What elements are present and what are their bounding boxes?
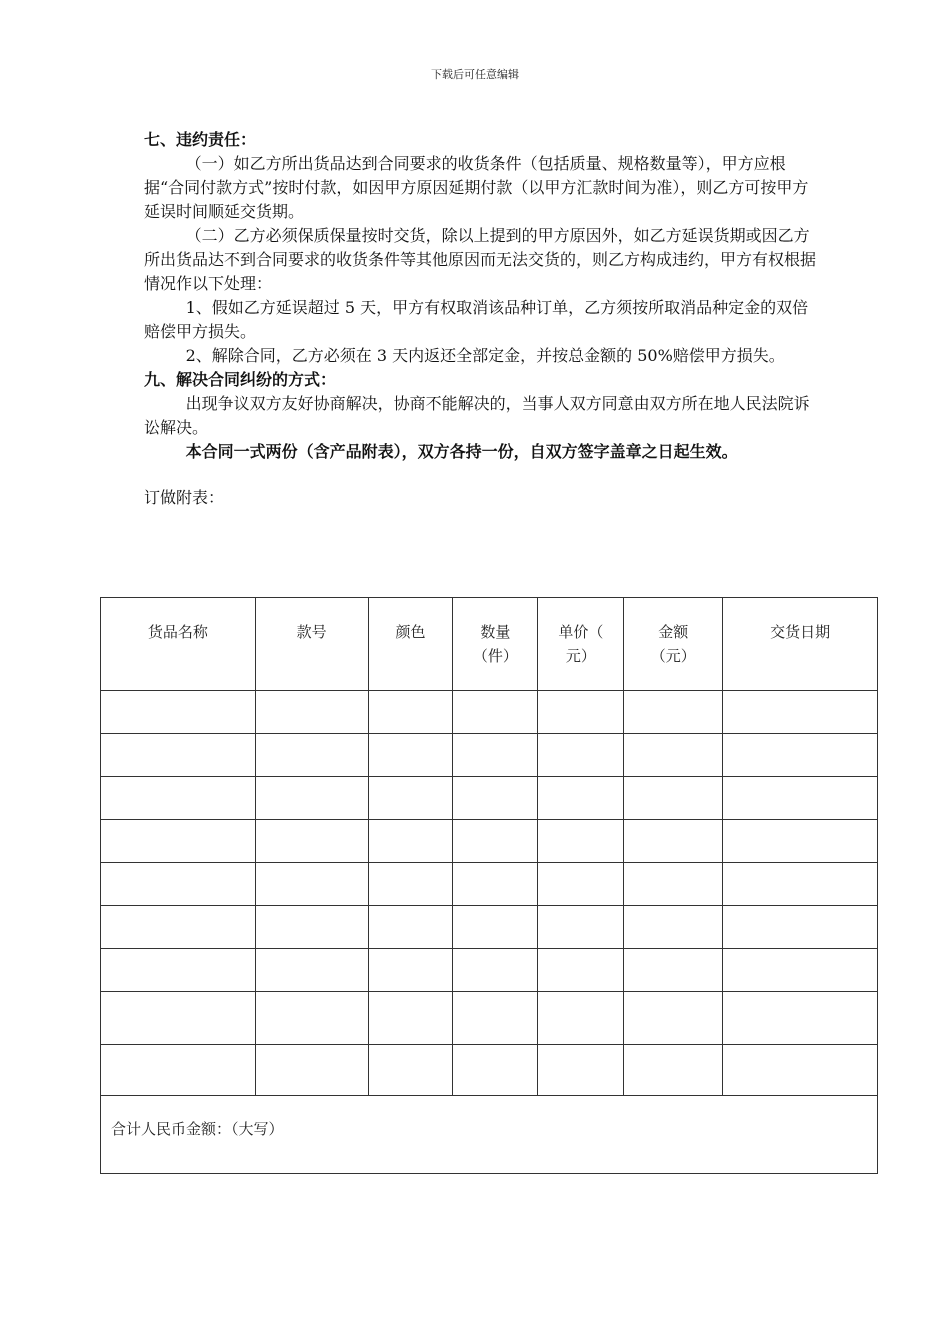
page-header-note: 下载后可任意编辑 [431, 68, 519, 81]
table-cell[interactable] [723, 734, 878, 777]
section-9-paragraph: 出现争议双方友好协商解决，协商不能解决的，当事人双方同意由双方所在地人民法院诉讼解决。 [144, 394, 810, 437]
table-row [101, 1045, 878, 1096]
table-cell[interactable] [723, 777, 878, 820]
table-row [101, 949, 878, 992]
table-cell[interactable] [368, 734, 453, 777]
table-cell[interactable] [101, 820, 256, 863]
table-row [101, 820, 878, 863]
table-cell[interactable] [368, 820, 453, 863]
table-cell[interactable] [368, 949, 453, 992]
table-cell[interactable] [624, 734, 723, 777]
table-row [101, 734, 878, 777]
section-9-title: 九、解决合同纠纷的方式： [144, 370, 337, 389]
table-row [101, 863, 878, 906]
table-cell[interactable] [538, 949, 624, 992]
table-cell[interactable] [255, 863, 368, 906]
table-row [101, 691, 878, 734]
table-cell[interactable] [624, 691, 723, 734]
table-cell[interactable] [101, 992, 256, 1045]
table-cell[interactable] [538, 992, 624, 1045]
table-cell[interactable] [101, 1045, 256, 1096]
table-cell[interactable] [538, 863, 624, 906]
table-cell[interactable] [538, 777, 624, 820]
table-row [101, 992, 878, 1045]
section-7-item-2: 2、解除合同，乙方必须在 3 天内返还全部定金，并按总金额的 50%赔偿甲方损失。 [185, 346, 785, 365]
table-cell[interactable] [368, 863, 453, 906]
order-table [100, 597, 878, 1174]
section-7-paragraph-1: （一）如乙方所出货品达到合同要求的收货条件（包括质量、规格数量等），甲方应根据“合同付款方式”按时付款，如因甲方原因延期付款（以甲方汇款时间为准），则乙方可按甲方延误时间顺延交货期。 [144, 154, 809, 221]
table-cell[interactable] [538, 734, 624, 777]
total-amount-label: 合计人民币金额：（大写） [111, 1120, 284, 1138]
table-caption: 订做附表： [144, 488, 225, 507]
table-cell[interactable] [453, 906, 538, 949]
table-cell[interactable] [624, 777, 723, 820]
table-cell[interactable] [723, 949, 878, 992]
table-cell[interactable] [255, 734, 368, 777]
table-cell[interactable] [255, 992, 368, 1045]
table-cell[interactable] [723, 906, 878, 949]
table-cell[interactable] [723, 863, 878, 906]
table-cell[interactable] [255, 906, 368, 949]
table-cell[interactable] [453, 992, 538, 1045]
closing-statement: 本合同一式两份（含产品附表），双方各持一份，自双方签字盖章之日起生效。 [185, 442, 738, 461]
table-cell[interactable] [723, 992, 878, 1045]
table-cell[interactable] [255, 691, 368, 734]
table-cell[interactable] [255, 949, 368, 992]
table-cell[interactable] [101, 863, 256, 906]
table-cell[interactable] [255, 820, 368, 863]
table-cell[interactable] [624, 949, 723, 992]
header-cell: 数量（件） [453, 598, 538, 691]
table-cell[interactable] [368, 992, 453, 1045]
table-cell[interactable] [255, 777, 368, 820]
table-cell[interactable] [538, 1045, 624, 1096]
table-cell[interactable] [453, 1045, 538, 1096]
table-cell[interactable] [624, 820, 723, 863]
table-cell[interactable] [453, 691, 538, 734]
table-cell[interactable] [723, 820, 878, 863]
table-cell[interactable] [453, 863, 538, 906]
table-cell[interactable] [624, 906, 723, 949]
table-header-row [101, 598, 878, 691]
table-cell[interactable] [255, 1045, 368, 1096]
table-total-row [101, 1096, 878, 1174]
header-cell: 款号 [255, 598, 368, 691]
table-cell[interactable] [453, 820, 538, 863]
table-cell[interactable] [453, 734, 538, 777]
table-cell[interactable] [101, 777, 256, 820]
table-cell[interactable] [101, 734, 256, 777]
total-amount-cell[interactable] [101, 1096, 878, 1174]
table-cell[interactable] [538, 820, 624, 863]
header-cell: 交货日期 [723, 598, 878, 691]
table-cell[interactable] [101, 906, 256, 949]
section-7-title: 七、违约责任： [144, 130, 257, 149]
table-cell[interactable] [453, 777, 538, 820]
table-cell[interactable] [368, 906, 453, 949]
table-row [101, 777, 878, 820]
table-cell[interactable] [538, 691, 624, 734]
header-cell: 单价（ 元） [538, 598, 624, 691]
table-cell[interactable] [453, 949, 538, 992]
table-cell[interactable] [624, 863, 723, 906]
table-cell[interactable] [723, 1045, 878, 1096]
table-cell[interactable] [368, 777, 453, 820]
contract-body [144, 128, 824, 510]
section-7-item-1: 1、假如乙方延误超过 5 天，甲方有权取消该品种订单，乙方须按所取消品种定金的双倍赔偿甲方损失。 [144, 298, 809, 341]
table-cell[interactable] [723, 691, 878, 734]
table-cell[interactable] [624, 1045, 723, 1096]
table-cell[interactable] [101, 949, 256, 992]
table-row [101, 906, 878, 949]
header-cell: 金额（元） [624, 598, 723, 691]
table-cell[interactable] [101, 691, 256, 734]
header-cell: 颜色 [368, 598, 453, 691]
header-cell: 货品名称 [101, 598, 256, 691]
section-7-paragraph-2: （二）乙方必须保质保量按时交货，除以上提到的甲方原因外，如乙方延误货期或因乙方所出货品达不到合同要求的收货条件等其他原因而无法交货的，则乙方构成违约，甲方有权根据情况作以下处理： [144, 226, 817, 293]
table-cell[interactable] [538, 906, 624, 949]
table-cell[interactable] [368, 1045, 453, 1096]
table-cell[interactable] [624, 992, 723, 1045]
table-cell[interactable] [368, 691, 453, 734]
